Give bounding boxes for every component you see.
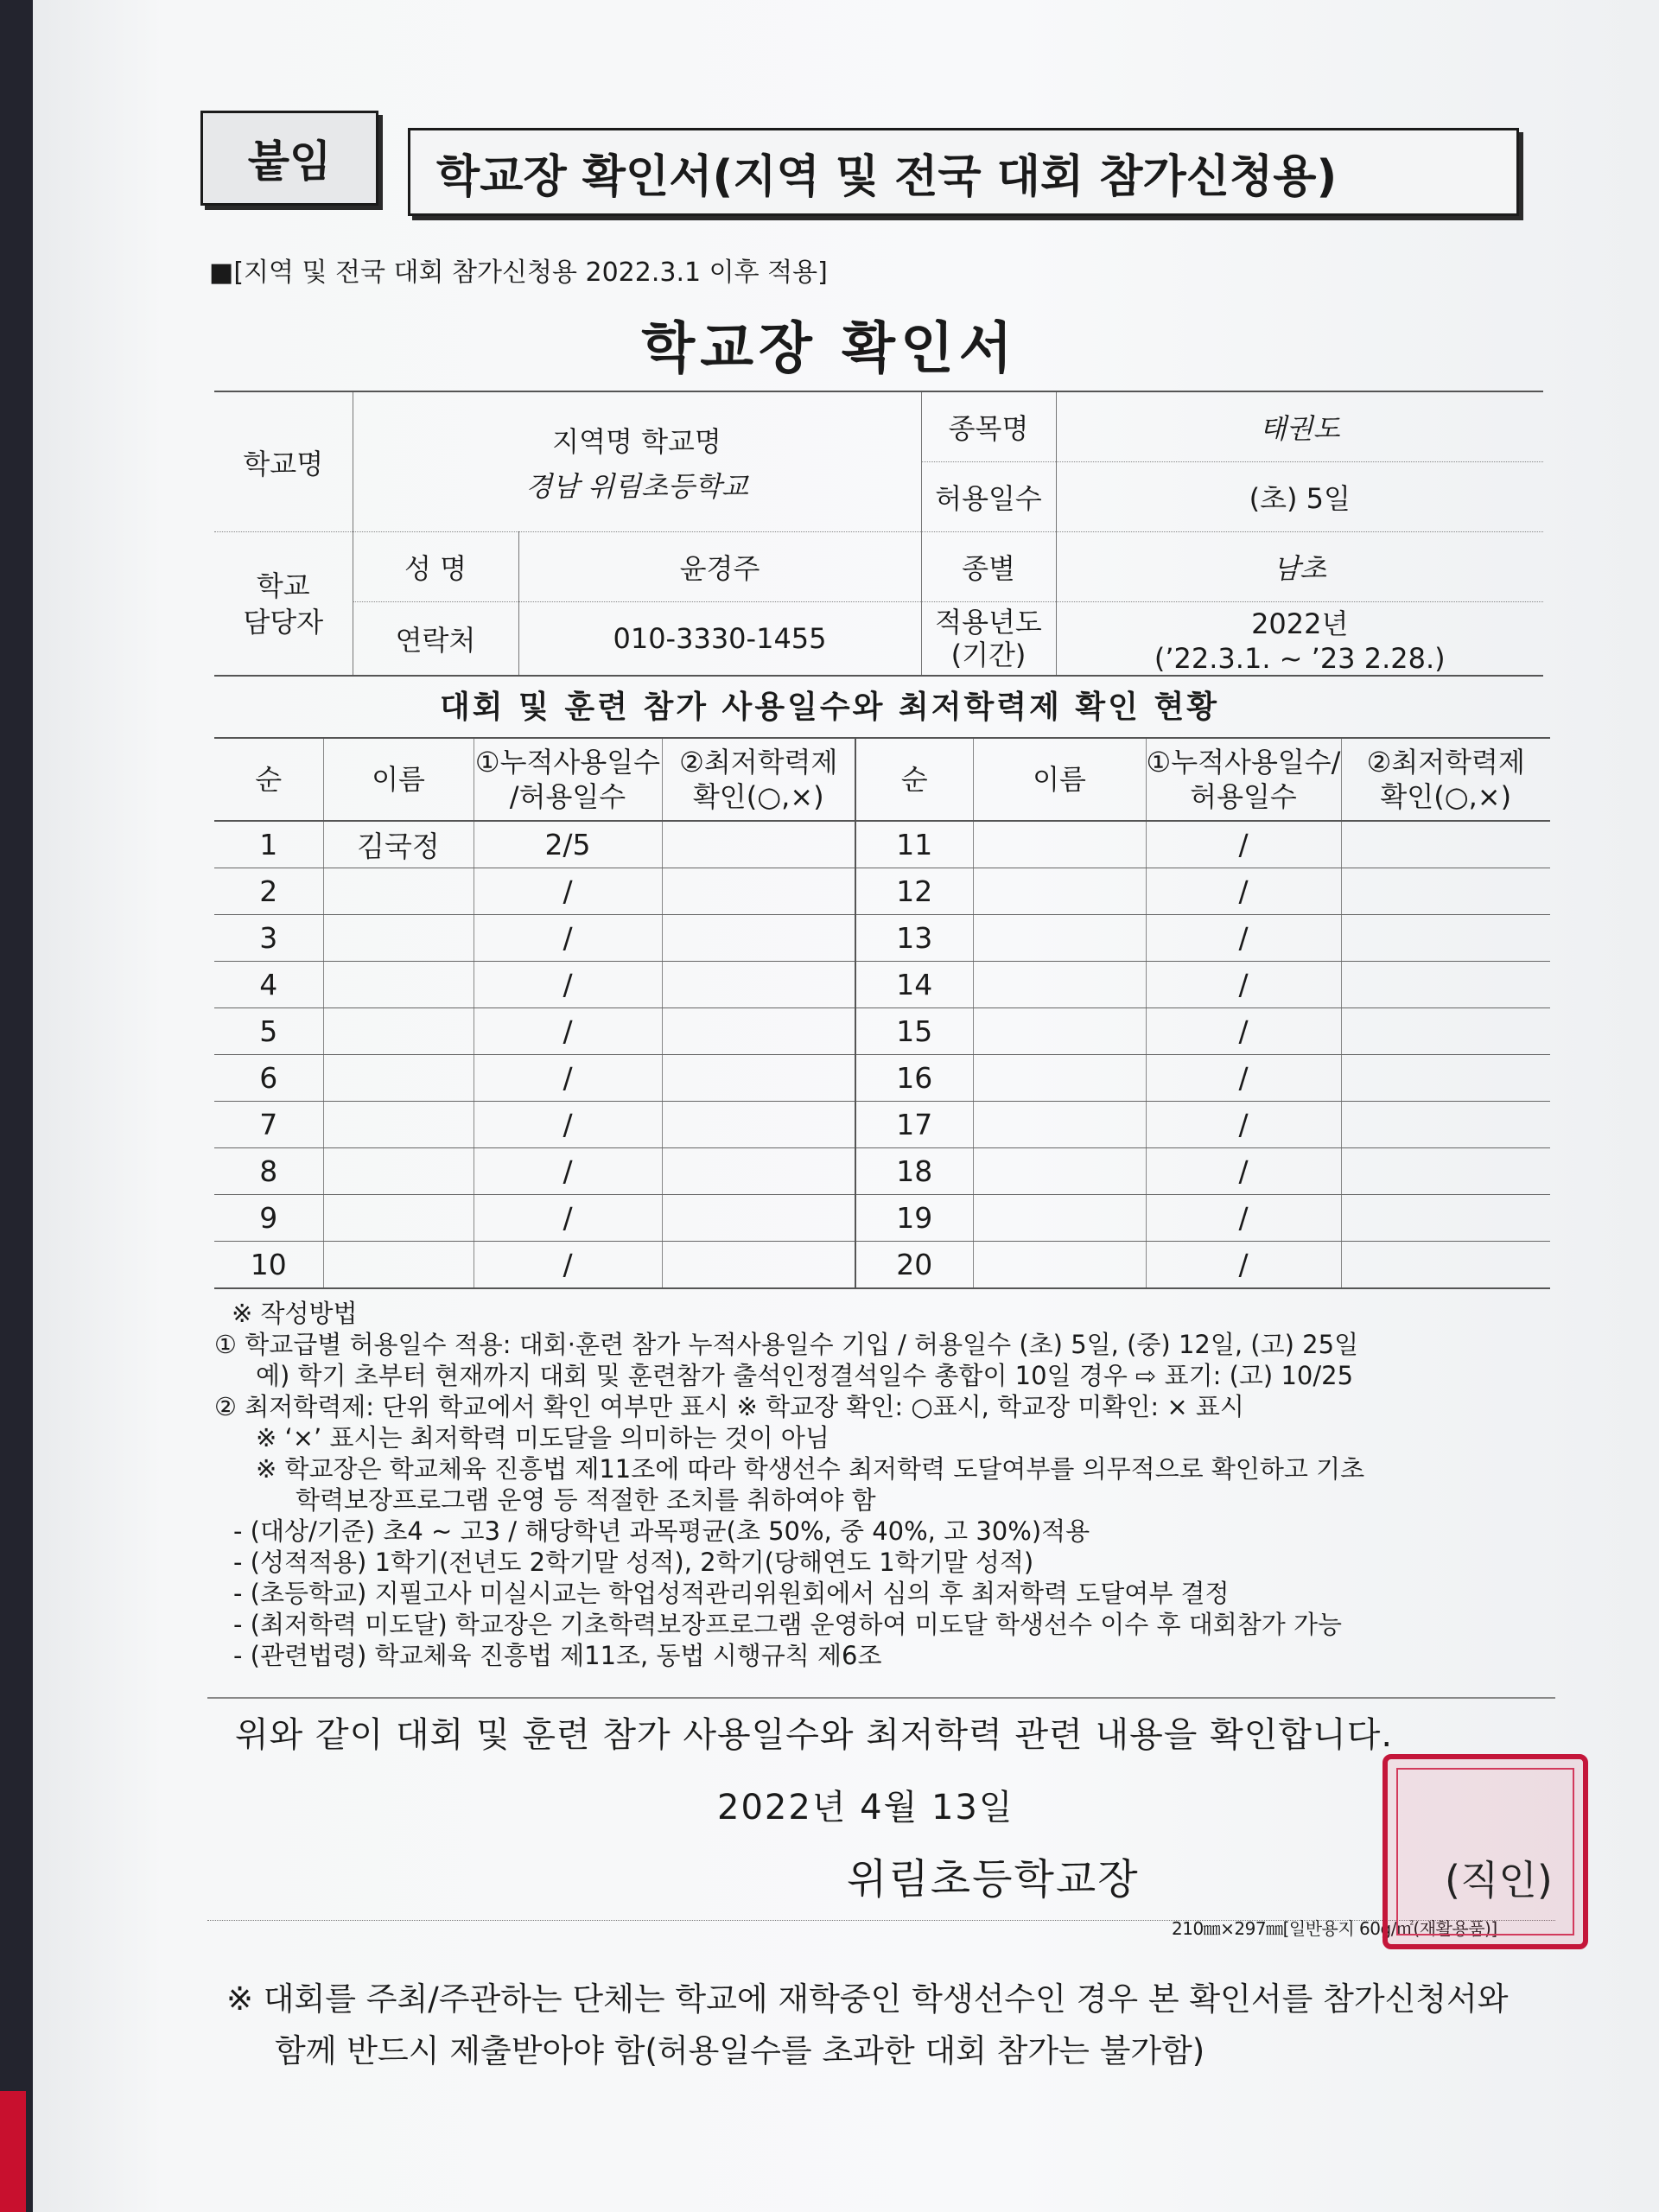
table-row [214,868,1550,915]
school-label: 학교명 [214,391,353,532]
school-name: 경남 위림초등학교 [525,469,748,503]
student-name [973,821,1146,868]
usage-days: / [1146,1148,1341,1195]
header-name: 이름 [323,738,474,821]
sport-value: 태권도 [1056,391,1543,462]
min-academic-check [662,1055,855,1102]
usage-days: / [1146,1195,1341,1242]
min-academic-check [662,1148,855,1195]
min-academic-check [1341,1195,1550,1242]
usage-days: / [1146,962,1341,1008]
student-name [973,915,1146,962]
student-name [323,1148,474,1195]
usage-days: / [474,962,662,1008]
row-number: 13 [855,915,973,962]
min-academic-check [662,868,855,915]
usage-days: / [1146,868,1341,915]
min-academic-check [1341,1008,1550,1055]
student-name [973,1055,1146,1102]
attachment-label: 붙임 [200,111,378,206]
row-number: 3 [214,915,323,962]
student-name [973,1102,1146,1148]
note-item: - (최저학력 미도달) 학교장은 기초학력보장프로그램 운영하여 미도달 학생선수 이수 후 대회참가 가능 [233,1610,1343,1639]
usage-days: / [474,1055,662,1102]
notes-heading: ※ 작성방법 [232,1299,358,1328]
usage-days: / [1146,1242,1341,1289]
row-number: 4 [214,962,323,1008]
confirmation-statement: 위와 같이 대회 및 훈련 참가 사용일수와 최저학력 관련 내용을 확인합니다. [235,1715,1394,1755]
student-name [973,1008,1146,1055]
usage-days: 2/5 [474,821,662,868]
row-number: 10 [214,1242,323,1289]
note-item: ※ 학교장은 학교체육 진흥법 제11조에 따라 학생선수 최저학력 도달여부를 의무적으로 확인하고 기초 [256,1454,1365,1484]
note-item: ※ ‘×’ 표시는 최저학력 미도달을 의미하는 것이 아님 [256,1423,830,1452]
note-item: ① 학교급별 허용일수 적용: 대회·훈련 참가 누적사용일수 기입 / 허용일수 (초) 5일, (중) 12일, (고) 25일 [214,1330,1359,1359]
year-label: 적용년도 (기간) [921,602,1056,677]
category-value: 남초 [1056,532,1543,602]
divider [207,1697,1555,1699]
usage-days: / [474,1008,662,1055]
principal-signature: 위림초등학교장 [847,1855,1140,1904]
contact-label: 연락처 [353,602,518,677]
row-number: 9 [214,1195,323,1242]
note-item: - (관련법령) 학교체육 진흥법 제11조, 동법 시행규칙 제6조 [233,1641,882,1670]
student-name [323,1008,474,1055]
min-academic-check [662,962,855,1008]
min-academic-check [662,1008,855,1055]
school-info-table [214,391,1543,677]
row-number: 1 [214,821,323,868]
min-academic-check [1341,915,1550,962]
usage-days: / [474,1102,662,1148]
usage-days: / [1146,821,1341,868]
name-value: 윤경주 [518,532,921,602]
row-number: 15 [855,1008,973,1055]
student-name [323,915,474,962]
student-name [973,868,1146,915]
footer-line: ※ 대회를 주최/주관하는 단체는 학교에 재학중인 학생선수인 경우 본 확인서를 참가신청서와 [226,1980,1509,2018]
category-label: 종별 [921,532,1056,602]
sport-label: 종목명 [921,391,1056,462]
header-days-right: ①누적사용일수/ 허용일수 [1146,738,1341,821]
usage-days: / [1146,915,1341,962]
table-row [214,1055,1550,1102]
year-period: (’22.3.1. ~ ’23 2.28.) [1154,642,1446,675]
usage-days: / [474,1242,662,1289]
status-section-title: 대회 및 훈련 참가 사용일수와 최저학력제 확인 현황 [439,690,1220,725]
min-academic-check [662,1242,855,1289]
year-cell [1056,602,1543,677]
note-item: 예) 학기 초부터 현재까지 대회 및 훈련참가 출석인정결석일수 총합이 10일 경우 ⇨ 표기: (고) 10/25 [256,1361,1354,1390]
student-name [973,1195,1146,1242]
row-number: 11 [855,821,973,868]
usage-days: / [474,1148,662,1195]
student-name [973,962,1146,1008]
header-name-right: 이름 [973,738,1146,821]
usage-days: / [1146,1055,1341,1102]
row-number: 14 [855,962,973,1008]
student-name [323,1195,474,1242]
row-number: 6 [214,1055,323,1102]
min-academic-check [662,915,855,962]
contact-value: 010-3330-1455 [518,602,921,677]
writing-instructions [214,1298,1562,1671]
table-row [214,1102,1550,1148]
student-name [323,1102,474,1148]
usage-days: / [474,915,662,962]
student-name [323,868,474,915]
status-table [214,737,1550,1289]
table-row [214,1148,1550,1195]
header-no: 순 [214,738,323,821]
header-no-right: 순 [855,738,973,821]
student-name [973,1242,1146,1289]
header-check: ②최저학력제 확인(○,×) [662,738,855,821]
usage-days: / [1146,1102,1341,1148]
page-title: 학교장 확인서 [641,317,1018,381]
school-name-cell [353,391,921,532]
year-value: 2022년 [1251,607,1349,640]
table-row [214,821,1550,868]
issue-date: 2022년 4월 13일 [717,1788,1014,1827]
min-academic-check [662,1102,855,1148]
row-number: 12 [855,868,973,915]
table-row [214,1008,1550,1055]
table-row [214,1195,1550,1242]
note-item: - (성적적용) 1학기(전년도 2학기말 성적), 2학기(당해연도 1학기말 성적) [233,1548,1034,1577]
min-academic-check [1341,1242,1550,1289]
min-academic-check [1341,868,1550,915]
table-row [214,915,1550,962]
allowed-days-value: (초) 5일 [1056,462,1543,532]
student-name: 김국정 [323,821,474,868]
row-number: 5 [214,1008,323,1055]
usage-days: / [474,868,662,915]
min-academic-check [662,1195,855,1242]
row-number: 18 [855,1148,973,1195]
allowed-days-label: 허용일수 [921,462,1056,532]
row-number: 7 [214,1102,323,1148]
student-name [323,1242,474,1289]
min-academic-check [1341,821,1550,868]
document-title-box: 학교장 확인서(지역 및 전국 대회 참가신청용) [408,128,1519,216]
row-number: 8 [214,1148,323,1195]
student-name [973,1148,1146,1195]
min-academic-check [1341,1055,1550,1102]
min-academic-check [1341,962,1550,1008]
header-check-right: ②최저학력제 확인(○,×) [1341,738,1550,821]
submission-notice [226,1974,1509,2077]
student-name [323,1055,474,1102]
name-label: 성 명 [353,532,518,602]
row-number: 19 [855,1195,973,1242]
footer-line: 함께 반드시 제출받아야 함(허용일수를 초과한 대회 참가는 불가함) [275,2032,1205,2069]
row-number: 17 [855,1102,973,1148]
manager-label: 학교 담당자 [214,532,353,677]
min-academic-check [662,821,855,868]
note-item: 학력보장프로그램 운영 등 적절한 조치를 취하여야 함 [296,1485,876,1515]
note-item: - (초등학교) 지필고사 미실시교는 학업성적관리위원회에서 심의 후 최저학력 도달여부 결정 [233,1579,1230,1608]
applicability-note: ■[지역 및 전국 대회 참가신청용 2022.3.1 이후 적용] [209,257,828,288]
seal-label: (직인) [1445,1857,1553,1904]
row-number: 16 [855,1055,973,1102]
min-academic-check [1341,1148,1550,1195]
row-number: 2 [214,868,323,915]
note-item: - (대상/기준) 초4 ~ 고3 / 해당학년 과목평균(초 50%, 중 40%, 고 30%)적용 [233,1516,1090,1546]
table-row [214,1242,1550,1289]
table-row [214,962,1550,1008]
student-name [323,962,474,1008]
usage-days: / [1146,1008,1341,1055]
usage-days: / [474,1195,662,1242]
min-academic-check [1341,1102,1550,1148]
background-red-object [0,2091,26,2212]
note-item: ② 최저학력제: 단위 학교에서 확인 여부만 표시 ※ 학교장 확인: ○표시, 학교장 미확인: × 표시 [214,1392,1244,1421]
header-days: ①누적사용일수 /허용일수 [474,738,662,821]
school-sub-label: 지역명 학교명 [552,424,721,458]
paper-spec: 210㎜×297㎜[일반용지 60g/㎡(재활용품)] [1172,1918,1497,1939]
row-number: 20 [855,1242,973,1289]
